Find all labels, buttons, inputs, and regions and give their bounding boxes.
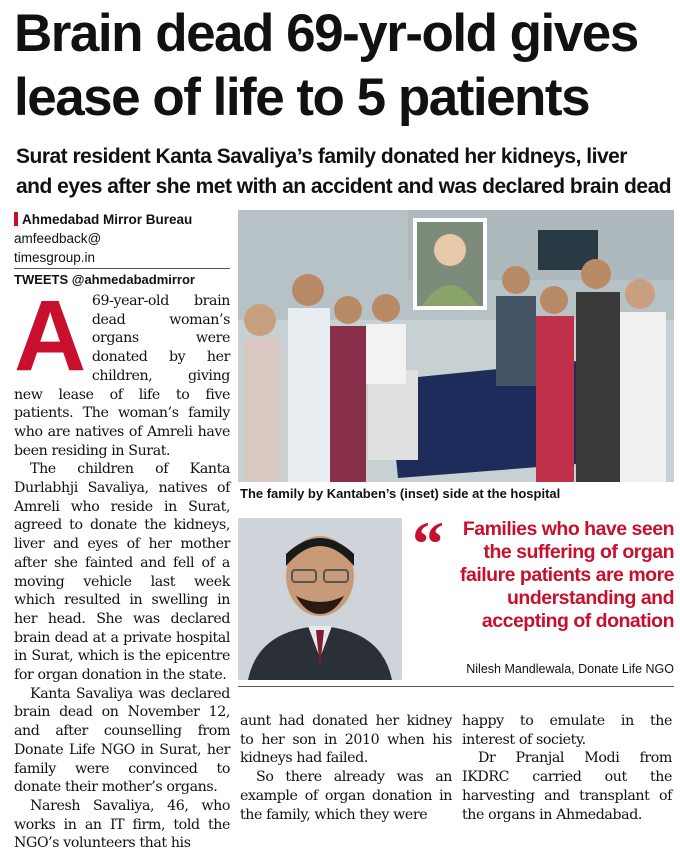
headline-line-2: lease of life to 5 patients bbox=[14, 68, 590, 127]
byline-email-1: amfeedback@ bbox=[14, 231, 102, 246]
article-paragraph: Dr Pranjal Modi from IKDRC carried out the harvesting and transplant of the organs in Ahmedabad. bbox=[462, 750, 672, 823]
divider bbox=[238, 686, 674, 687]
byline bbox=[14, 210, 230, 267]
article-column-2 bbox=[240, 712, 452, 824]
drop-cap: A bbox=[14, 280, 86, 392]
article-paragraph: Kanta Savaliya was declared brain dead on November 12, and after counselling from Donate Life NGO in Surat, her family were convinced to donate their mother’s organs. bbox=[14, 685, 230, 796]
byline-bureau: Ahmedabad Mirror Bureau bbox=[22, 212, 193, 227]
article-paragraph: Naresh Savaliya, 46, who works in an IT firm, told the NGO’s volunteers that his bbox=[14, 797, 230, 852]
article-paragraph: happy to emulate in the interest of society. bbox=[462, 713, 672, 748]
article-paragraph: The children of Kanta Durlabhji Savaliya, natives of Amreli who reside in Surat, agreed to donate the kidneys, liver and eyes of her mother after she fainted and fell of a moving vehicle last week which resulted in swelling in her head. She was declared brain dead at a private hospital in Surat, which is the epicentre for organ donation in the state. bbox=[14, 461, 230, 684]
portrait-illustration bbox=[238, 518, 402, 680]
portrait-photo bbox=[238, 518, 402, 680]
article-paragraph: So there already was an example of organ donation in the family, which they were bbox=[240, 769, 452, 823]
article-paragraph: 69-year-old brain dead woman’s organs were donated by her children, giving new lease of life to five patients. The woman’s family who are natives of Amreli have been residing in Surat. bbox=[14, 293, 230, 459]
pull-quote-attribution: Nilesh Mandlewala, Donate Life NGO bbox=[466, 662, 674, 676]
subheadline-line-2: and eyes after she met with an accident and was declared brain dead bbox=[16, 175, 672, 198]
article-paragraph: aunt had donated her kidney to her son in 2010 when his kidneys had failed. bbox=[240, 713, 452, 767]
article-column-3 bbox=[462, 712, 672, 824]
twitter-handle: TWEETS @ahmedabadmirror bbox=[14, 268, 230, 287]
headline-line-1: Brain dead 69-yr-old gives bbox=[14, 4, 638, 63]
byline-marker bbox=[14, 212, 18, 226]
hospital-scene-illustration bbox=[238, 210, 674, 482]
article-column-1 bbox=[14, 280, 230, 853]
byline-email-2: timesgroup.in bbox=[14, 250, 96, 265]
quote-mark-icon: “ bbox=[412, 508, 444, 579]
hospital-photo bbox=[238, 210, 674, 482]
subheadline bbox=[16, 142, 676, 202]
subheadline-line-1: Surat resident Kanta Savaliya’s family donated her kidneys, liver bbox=[16, 145, 627, 168]
headline bbox=[14, 2, 674, 130]
pull-quote: Families who have seen the suffering of organ failure patients are more understanding and accepting of donation bbox=[460, 518, 674, 632]
photo-caption: The family by Kantaben’s (inset) side at the hospital bbox=[240, 486, 561, 501]
